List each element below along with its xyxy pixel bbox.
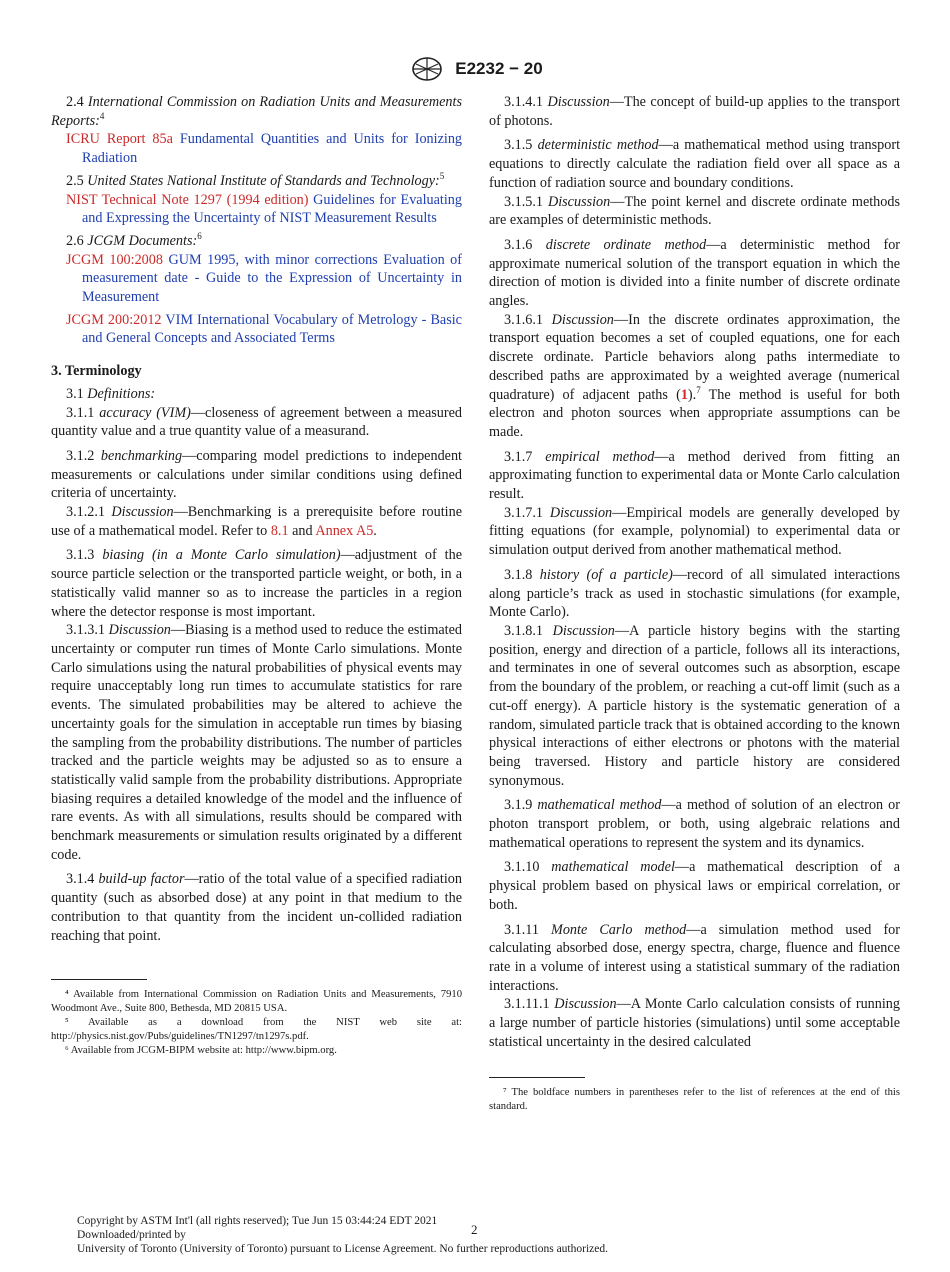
reference-title-link[interactable]: Guidelines for Evaluating and Expressing the Uncertainty of NIST Measurement Results bbox=[82, 191, 462, 227]
reference-title-link[interactable]: Fundamental Quantities and Units for Ionizing Radiation bbox=[82, 131, 463, 167]
section-heading-terminology: 3. Terminology bbox=[51, 363, 142, 380]
reference-jcgm-200 bbox=[51, 311, 462, 348]
footnote-7: ⁷ The boldface numbers in parentheses refer to the list of references at the end of this standard. bbox=[489, 1087, 900, 1112]
page-number: 2 bbox=[471, 1222, 478, 1237]
reference-title-link[interactable]: VIM International Vocabulary of Metrology - Basic and General Concepts and Associated Terms bbox=[82, 311, 462, 347]
section-3-1-10: 3.1.10 mathematical model—a mathematical description of a physical problem based on physical laws or empirical correlation, or both. bbox=[489, 859, 901, 913]
section-3-1-6: 3.1.6 discrete ordinate method—a deterministic method for approximate numerical solution of the transport equation in which the direction of motion is divided into a finite number of discrete ordinate angles. bbox=[489, 236, 901, 310]
astm-logo-icon bbox=[407, 56, 447, 82]
standard-designation: E2232 − 20 bbox=[455, 59, 543, 78]
right-column bbox=[489, 93, 900, 1114]
section-3-1-4-1: 3.1.4.1 Discussion—The concept of build-up applies to the transport of photons. bbox=[489, 94, 900, 129]
reference-icru bbox=[51, 130, 462, 167]
section-3-1-3: 3.1.3 biasing (in a Monte Carlo simulation)—adjustment of the source particle selection or the transported particle weight, or both, in a statistically valid manner so as to increase the particles in a region where the detector response is most important. bbox=[51, 547, 463, 620]
section-3-1-8-1: 3.1.8.1 Discussion—A particle history begins with the starting position, energy and direction of a particle, follows all its interactions, and terminates in one of several outcomes such as absorption, escape from the boundary of the problem, or reaching a cut-off limit (such as a cut-off energy). A particle history is the systematic generation of a random, simulated particle track that is obtained according to the known physical interactions of either electrons or photons with the material being traversed. History and particle history are considered synonymous. bbox=[489, 622, 901, 789]
footnote-divider bbox=[489, 1077, 585, 1078]
section-3-1-7-1: 3.1.7.1 Discussion—Empirical models are generally developed by fitting equations (for example, polynomial) to experimental data or simulation output derived from another mathematical method. bbox=[489, 504, 901, 559]
section-3-1-3-1: 3.1.3.1 Discussion—Biasing is a method used to reduce the estimated uncertainty or computer run times of Monte Carlo simulations. Monte Carlo simulations using the natural probabilities of physical events may require unacceptably long run times to accumulate statistics for rare events. The simulated probabilities may be altered to achieve the uncertainty goals for the simulation in acceptable run times by biasing the sampling from the probability distributions. The number of particles tracked and the particle weights may be adjusted so as to ensure a statistically valid sample from the probability distributions. Appropriate biasing requires a detailed knowledge of the model and the influence of rare events. As with all simulations, results should be compared with benchmark measurements or simulation results originated by a different code. bbox=[51, 622, 462, 863]
section-3-1-2: 3.1.2 benchmarking—comparing model predictions to independent measurements or calculations under similar conditions using defined criteria of uncertainty. bbox=[51, 447, 463, 502]
section-3-1-7: 3.1.7 empirical method—a method derived from fitting an approximating function to experimental data or Monte Carlo calculation result. bbox=[489, 448, 901, 503]
section-2-4: 2.4 International Commission on Radiation Units and Measurements Reports:$^4$ bbox=[51, 94, 462, 129]
section-2-6: 2.6 JCGM Documents:$^6$ bbox=[66, 230, 202, 249]
section-3-1-2-1: 3.1.2.1 Discussion—Benchmarking is a prerequisite before routine use of a mathematical model. Refer to 8.1 and Annex A5. bbox=[51, 504, 463, 539]
page-header bbox=[0, 56, 950, 82]
footnote-divider bbox=[51, 979, 147, 980]
section-3-1: 3.1 Definitions: bbox=[66, 385, 156, 402]
reference-code-link[interactable]: ICRU Report 85a bbox=[66, 131, 173, 148]
reference-title-link[interactable]: GUM 1995, with minor corrections Evaluation of measurement date - Guide to the Expression of Uncertainty in Measurement bbox=[82, 251, 463, 306]
footnote-6: ⁶ Available from JCGM-BIPM website at: http://www.bipm.org. bbox=[65, 1045, 337, 1057]
footnote-5: ⁵ Available as a download from the NIST web site at: http://physics.nist.gov/Pubs/guidelines/TN1297/tn1297s.pdf. bbox=[51, 1017, 462, 1042]
reference-jcgm-100 bbox=[51, 251, 462, 307]
footer-line-copyright: Copyright by ASTM Int'l (all rights reserved); Tue Jun 15 03:44:24 EDT 2021 bbox=[77, 1215, 438, 1227]
reference-code-link[interactable]: JCGM 100:2008 bbox=[66, 251, 163, 268]
reference-nist bbox=[51, 191, 462, 228]
copyright-footer bbox=[77, 1214, 608, 1256]
reference-code-link[interactable]: NIST Technical Note 1297 (1994 edition) bbox=[66, 191, 309, 208]
section-2-5: 2.5 United States National Institute of Standards and Technology:$^5$ bbox=[66, 170, 445, 189]
section-3-1-6-1: 3.1.6.1 Discussion—In the discrete ordinates approximation, the transport equation becomes a set of coupled equations, one for each discrete ordinate. Particle behaviors along paths intermediate to described paths are approximated by a weighted average (numerical quadrature) of adjacent paths (1).$^7$ The method is useful for both electron and photon sources when appropriate assumptions can be made. bbox=[489, 311, 900, 440]
reference-citation-link[interactable]: 1 bbox=[680, 386, 688, 403]
annex-link-a5[interactable]: Annex A5 bbox=[315, 522, 374, 539]
section-3-1-5: 3.1.5 deterministic method—a mathematical method using transport equations to directly calculate the radiation field over all space as a function of radiation source and boundary conditions. bbox=[489, 137, 901, 191]
section-3-1-1: 3.1.1 accuracy (VIM)—closeness of agreement between a measured quantity value and a true quantity value of a measurand. bbox=[51, 404, 463, 440]
section-3-1-8: 3.1.8 history (of a particle)—record of all simulated interactions along particle’s track as used in stochastic simulations (for example, Monte Carlo). bbox=[489, 566, 900, 621]
section-3-1-5-1: 3.1.5.1 Discussion—The point kernel and discrete ordinate methods are examples of deterministic methods. bbox=[489, 193, 900, 229]
section-3-1-4: 3.1.4 build-up factor—ratio of the total value of a specified radiation quantity (such as absorbed dose) at any point in that medium to the contribution to that quantity from the incident un-collided radiation reaching that point. bbox=[51, 871, 462, 944]
section-link-8-1[interactable]: 8.1 bbox=[270, 522, 289, 539]
footer-line-license: University of Toronto (University of Toronto) pursuant to License Agreement. No further reproductions authorized. bbox=[77, 1243, 608, 1255]
section-3-1-9: 3.1.9 mathematical method—a method of solution of an electron or photon transport problem, or both, using algebraic relations and mathematical operations to represent the system and its dynamics. bbox=[489, 797, 901, 851]
left-column bbox=[51, 93, 462, 1059]
section-3-1-11-1: 3.1.11.1 Discussion—A Monte Carlo calculation consists of running a large number of particle histories (simulations) until some acceptable statistical uncertainty in the desired calculated bbox=[489, 996, 900, 1050]
section-3-1-11: 3.1.11 Monte Carlo method—a simulation method used for calculating absorbed dose, energy spectra, charge, fluence and fluence rate in a volume of interest using a statistical summary of the radiation interactions. bbox=[489, 921, 900, 994]
footnote-4: ⁴ Available from International Commission on Radiation Units and Measurements, 7910 Woodmont Ave., Suite 800, Bethesda, MD 20815 USA. bbox=[51, 989, 462, 1014]
reference-code-link[interactable]: JCGM 200:2012 bbox=[66, 311, 162, 328]
footer-line-downloaded: Downloaded/printed by bbox=[77, 1229, 186, 1241]
